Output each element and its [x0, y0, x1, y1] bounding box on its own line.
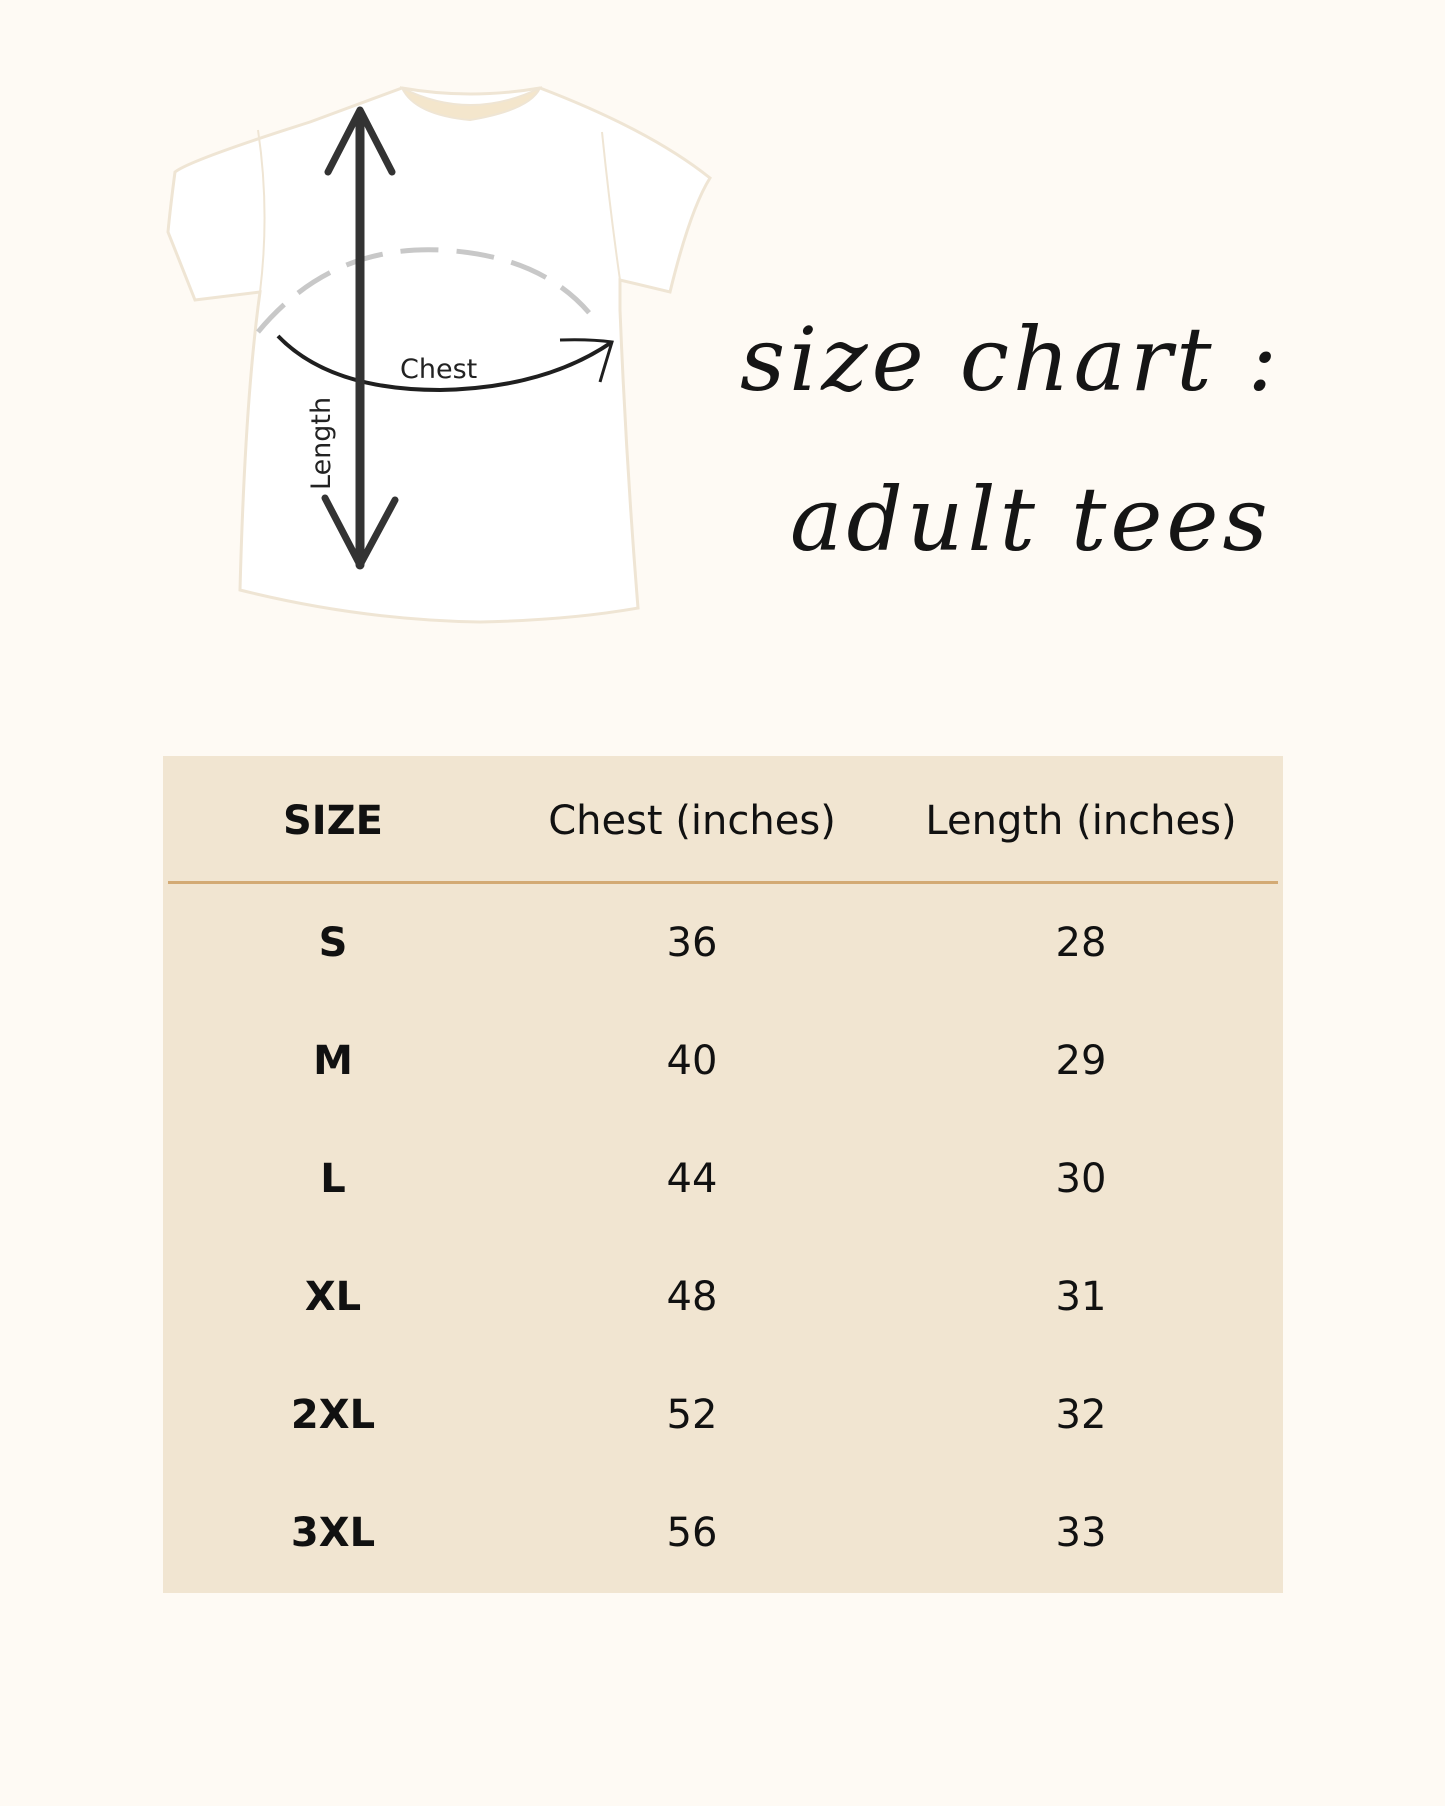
size-table — [163, 756, 1283, 1593]
cell-size: M — [313, 1038, 353, 1084]
table-row — [163, 1356, 1283, 1474]
cell-chest: 40 — [666, 1038, 718, 1084]
cell-chest: 36 — [666, 920, 718, 966]
header-size: SIZE — [282, 798, 384, 844]
tshirt-illustration — [150, 60, 750, 650]
title-line-1: size chart : — [740, 308, 1282, 411]
cell-length: 30 — [1055, 1156, 1107, 1202]
chest-label: Chest — [400, 354, 478, 385]
cell-chest: 48 — [666, 1274, 718, 1320]
cell-size: S — [318, 920, 348, 966]
title-line-2: adult tees — [790, 468, 1272, 571]
cell-length: 31 — [1055, 1274, 1107, 1320]
table-row — [163, 1002, 1283, 1120]
page-title — [730, 280, 1290, 600]
header-chest: Chest (inches) — [548, 798, 836, 844]
length-label: Length — [306, 396, 337, 490]
table-row — [163, 1238, 1283, 1356]
table-row — [163, 1474, 1283, 1592]
cell-size: 2XL — [290, 1392, 376, 1438]
tshirt-diagram — [150, 60, 750, 650]
header-length: Length (inches) — [925, 798, 1237, 844]
cell-chest: 44 — [666, 1156, 718, 1202]
cell-length: 28 — [1055, 920, 1107, 966]
cell-length: 33 — [1055, 1510, 1107, 1556]
cell-size: XL — [304, 1274, 362, 1320]
cell-chest: 52 — [666, 1392, 718, 1438]
cell-length: 29 — [1055, 1038, 1107, 1084]
cell-chest: 56 — [666, 1510, 718, 1556]
cell-length: 32 — [1055, 1392, 1107, 1438]
table-row — [163, 884, 1283, 1002]
cell-size: L — [320, 1156, 346, 1202]
cell-size: 3XL — [290, 1510, 376, 1556]
table-header — [163, 756, 1283, 884]
table-row — [163, 1120, 1283, 1238]
